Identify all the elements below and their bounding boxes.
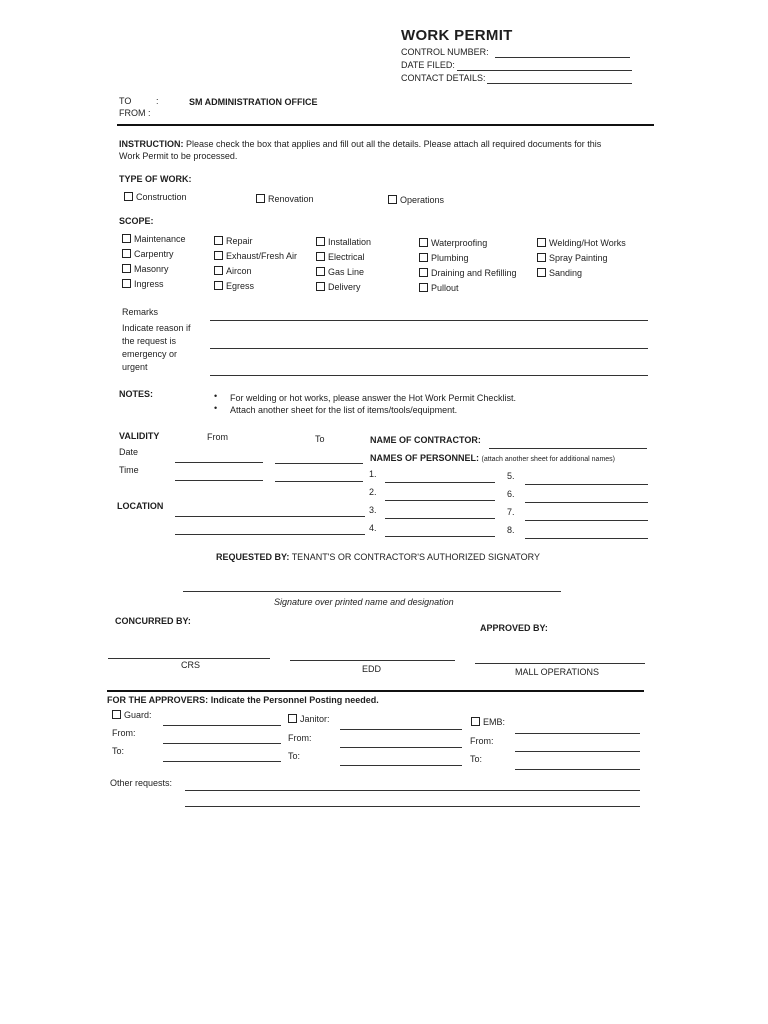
reason-field-2[interactable]: [210, 375, 648, 376]
remarks-field[interactable]: [210, 320, 648, 321]
personnel-number-2: 2.: [369, 487, 377, 497]
control-number-field[interactable]: [495, 57, 630, 58]
personnel-label: NAMES OF PERSONNEL:: [370, 453, 480, 463]
contact-details-label: CONTACT DETAILS:: [401, 73, 486, 83]
approved-by-label: APPROVED BY:: [480, 623, 548, 633]
janitor-from-field[interactable]: [340, 747, 462, 748]
guard-from-field[interactable]: [163, 743, 281, 744]
scope-masonry[interactable]: Masonry: [122, 264, 169, 274]
janitor-field[interactable]: [340, 729, 462, 730]
signature-field[interactable]: [183, 591, 561, 592]
scope-aircon[interactable]: Aircon: [214, 266, 252, 276]
personnel-note: (attach another sheet for additional names): [481, 456, 615, 463]
approvers-text: Indicate the Personnel Posting needed.: [210, 695, 379, 705]
approvers-heading: [107, 695, 379, 705]
emb-to-field[interactable]: [515, 769, 640, 770]
reason-line-1: Indicate reason if: [122, 323, 191, 333]
to-value: SM ADMINISTRATION OFFICE: [189, 97, 318, 107]
date-filed-label: DATE FILED:: [401, 60, 455, 70]
requested-by-label: REQUESTED BY:: [216, 552, 290, 562]
concurred-by-label: CONCURRED BY:: [115, 616, 191, 626]
personnel-field-5[interactable]: [525, 484, 648, 485]
guard-to-label: To:: [112, 746, 125, 756]
validity-from: From: [207, 432, 228, 442]
validity-to: To: [315, 434, 325, 444]
crs-signature-field[interactable]: [108, 658, 270, 659]
from-label: FROM :: [119, 108, 151, 118]
instruction-line-1: [119, 139, 601, 149]
scope-gas-line[interactable]: Gas Line: [316, 267, 364, 277]
personnel-field-2[interactable]: [385, 500, 495, 501]
scope-delivery[interactable]: Delivery: [316, 282, 361, 292]
other-requests-field-1[interactable]: [185, 790, 640, 791]
scope-ingress[interactable]: Ingress: [122, 279, 164, 289]
personnel-field-4[interactable]: [385, 536, 495, 537]
date-from-field[interactable]: [175, 462, 263, 463]
contact-details-field[interactable]: [487, 83, 632, 84]
mall-ops-signature-field[interactable]: [475, 663, 645, 664]
reason-line-4: urgent: [122, 362, 148, 372]
personnel-field-7[interactable]: [525, 520, 648, 521]
validity-date: Date: [119, 447, 139, 457]
date-to-field[interactable]: [275, 463, 363, 464]
guard-to-field[interactable]: [163, 761, 281, 762]
control-number-label: CONTROL NUMBER:: [401, 47, 489, 57]
other-requests-field-2[interactable]: [185, 806, 640, 807]
scope-repair[interactable]: Repair: [214, 236, 253, 246]
time-from-field[interactable]: [175, 480, 263, 481]
reason-line-2: the request is: [122, 336, 177, 346]
header-divider: [117, 124, 654, 126]
mall-operations-label: MALL OPERATIONS: [515, 667, 600, 677]
crs-label: CRS: [181, 660, 201, 670]
scope-welding[interactable]: Welding/Hot Works: [537, 238, 626, 248]
personnel-field-3[interactable]: [385, 518, 495, 519]
emb-from-field[interactable]: [515, 751, 640, 752]
emb-option[interactable]: EMB:: [471, 717, 505, 727]
to-colon: :: [156, 96, 159, 106]
emb-from-label: From:: [470, 736, 494, 746]
checkbox[interactable]: [124, 192, 133, 201]
validity-time: Time: [119, 465, 139, 475]
janitor-to-label: To:: [288, 751, 301, 761]
personnel-number-8: 8.: [507, 525, 515, 535]
scope-spray-painting[interactable]: Spray Painting: [537, 253, 608, 263]
scope-installation[interactable]: Installation: [316, 237, 371, 247]
page-title: WORK PERMIT: [401, 27, 513, 44]
date-filed-field[interactable]: [457, 70, 632, 71]
personnel-heading: [370, 453, 615, 463]
reason-field-1[interactable]: [210, 348, 648, 349]
personnel-field-6[interactable]: [525, 502, 648, 503]
note-item-1: For welding or hot works, please answer the Hot Work Permit Checklist.: [230, 393, 516, 403]
janitor-option[interactable]: Janitor:: [288, 714, 330, 724]
scope-carpentry[interactable]: Carpentry: [122, 249, 174, 259]
edd-label: EDD: [362, 664, 382, 674]
scope-pullout[interactable]: Pullout: [419, 283, 459, 293]
personnel-number-5: 5.: [507, 471, 515, 481]
notes-label: NOTES:: [119, 389, 154, 399]
janitor-from-label: From:: [288, 733, 312, 743]
checkbox[interactable]: [256, 194, 265, 203]
type-operations[interactable]: Operations: [388, 195, 444, 205]
personnel-number-6: 6.: [507, 489, 515, 499]
other-requests-label: Other requests:: [110, 778, 173, 788]
contractor-name-field[interactable]: [489, 448, 647, 449]
personnel-number-3: 3.: [369, 505, 377, 515]
validity-label: VALIDITY: [119, 431, 160, 441]
time-to-field[interactable]: [275, 481, 363, 482]
type-construction[interactable]: Construction: [124, 192, 187, 202]
personnel-number-1: 1.: [369, 469, 377, 479]
to-label: TO: [119, 96, 132, 106]
reason-line-3: emergency or: [122, 349, 178, 359]
signature-caption: Signature over printed name and designation: [274, 597, 454, 607]
instruction-label: INSTRUCTION:: [119, 139, 184, 149]
checkbox[interactable]: [388, 195, 397, 204]
guard-option[interactable]: Guard:: [112, 710, 152, 720]
scope-maintenance[interactable]: Maintenance: [122, 234, 186, 244]
instruction-text-1: Please check the box that applies and fill out all the details. Please attach all required documents for this: [186, 139, 602, 149]
scope-exhaust[interactable]: Exhaust/Fresh Air: [214, 251, 297, 261]
requested-by: [216, 552, 540, 562]
scope-label: SCOPE:: [119, 216, 154, 226]
emb-to-label: To:: [470, 754, 483, 764]
emb-field[interactable]: [515, 733, 640, 734]
scope-egress[interactable]: Egress: [214, 281, 254, 291]
location-field-2[interactable]: [175, 534, 365, 535]
scope-sanding[interactable]: Sanding: [537, 268, 582, 278]
scope-draining[interactable]: Draining and Refilling: [419, 268, 517, 278]
edd-signature-field[interactable]: [290, 660, 455, 661]
note-bullet-2: •: [214, 403, 218, 413]
approvers-divider: [107, 690, 644, 692]
requested-by-value: TENANT'S OR CONTRACTOR'S AUTHORIZED SIGNATORY: [291, 552, 540, 562]
personnel-field-1[interactable]: [385, 482, 495, 483]
remarks-label: Remarks: [122, 307, 159, 317]
contractor-name-label: NAME OF CONTRACTOR:: [370, 435, 481, 445]
location-label: LOCATION: [117, 501, 164, 511]
location-field-1[interactable]: [175, 516, 365, 517]
note-bullet-1: •: [214, 391, 218, 401]
instruction-line-2: Work Permit to be processed.: [119, 151, 238, 161]
personnel-number-4: 4.: [369, 523, 377, 533]
scope-plumbing[interactable]: Plumbing: [419, 253, 469, 263]
personnel-number-7: 7.: [507, 507, 515, 517]
scope-electrical[interactable]: Electrical: [316, 252, 365, 262]
scope-waterproofing[interactable]: Waterproofing: [419, 238, 487, 248]
janitor-to-field[interactable]: [340, 765, 462, 766]
guard-field[interactable]: [163, 725, 281, 726]
guard-from-label: From:: [112, 728, 136, 738]
type-of-work-label: TYPE OF WORK:: [119, 174, 192, 184]
type-renovation[interactable]: Renovation: [256, 194, 314, 204]
note-item-2: Attach another sheet for the list of items/tools/equipment.: [230, 405, 458, 415]
personnel-field-8[interactable]: [525, 538, 648, 539]
approvers-label: FOR THE APPROVERS:: [107, 695, 209, 705]
